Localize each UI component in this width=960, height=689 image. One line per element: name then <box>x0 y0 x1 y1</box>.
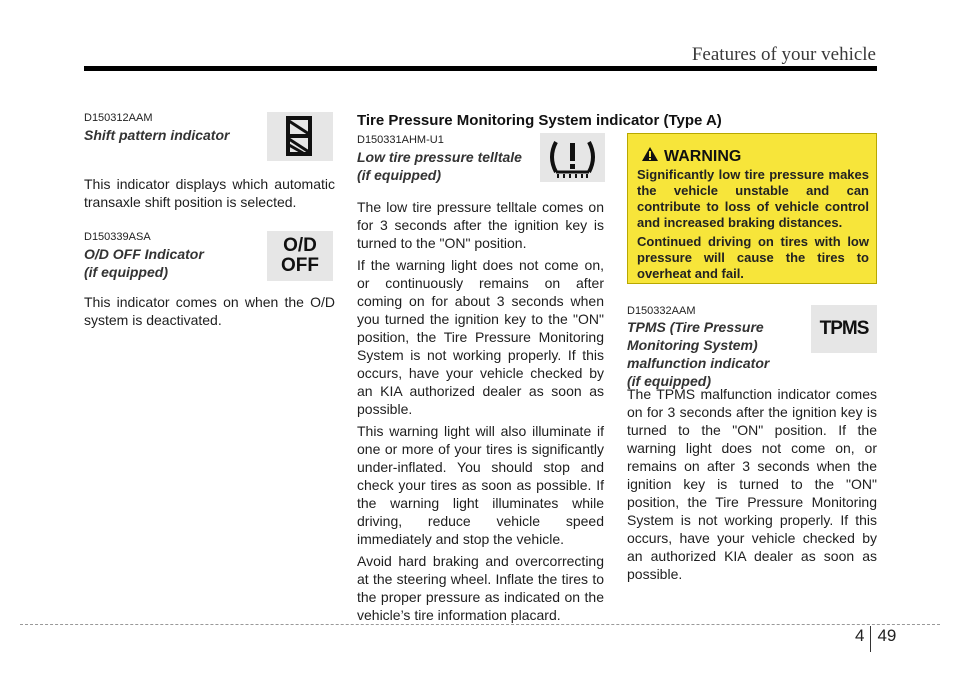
low-tire-paragraph-1: The low tire pressure telltale comes on for 3 seconds after the ignition key is turned to the "ON" position. <box>357 199 604 251</box>
warning-heading <box>642 147 741 166</box>
tpms-title-line4: (if equipped) <box>627 373 711 389</box>
low-tire-paragraph-3: This warning light will also illuminate if one or more of your tires is significantly under-inflated. You should stop and check your tires as soon as possible. If the warning light illuminates while driving, reduce vehicle speed immediately and stop the vehicle. <box>357 423 604 547</box>
tpms-icon: TPMS <box>811 305 877 353</box>
od-section-title <box>84 245 204 281</box>
page-number-separator <box>870 626 871 652</box>
shift-pattern-icon <box>267 112 333 161</box>
low-tire-title-line2: (if equipped) <box>357 167 441 183</box>
od-icon-line2: OFF <box>281 255 319 276</box>
od-section-code: D150339ASA <box>84 231 151 243</box>
warning-text <box>637 167 869 285</box>
page-number-value: 49 <box>877 626 897 645</box>
shift-section-title: Shift pattern indicator <box>84 127 230 143</box>
tpms-title-line3: malfunction indicator <box>627 355 770 371</box>
low-tire-body <box>357 198 604 628</box>
page-number <box>855 626 896 652</box>
warning-box <box>627 133 877 284</box>
od-section-body: This indicator comes on when the O/D system is deactivated. <box>84 294 335 328</box>
warning-heading-label: WARNING <box>664 147 742 165</box>
chapter-number: 4 <box>855 626 865 645</box>
low-tire-title <box>357 148 522 184</box>
tpms-title-line1: TPMS (Tire Pressure <box>627 319 764 335</box>
tpms-section-title: Tire Pressure Monitoring System indicator (Type A) <box>357 112 722 129</box>
low-tire-title-line1: Low tire pressure telltale <box>357 149 522 165</box>
low-tire-paragraph-4: Avoid hard braking and overcorrecting at the steering wheel. Inflate the tires to the proper pressure as indicated on the vehicle’s tire information placard. <box>357 553 604 623</box>
od-title-line2: (if equipped) <box>84 264 168 280</box>
footer-rule <box>20 624 940 625</box>
header-rule <box>84 66 877 71</box>
tpms-title-line2: Monitoring System) <box>627 337 758 353</box>
od-title-line1: O/D OFF Indicator <box>84 246 204 262</box>
shift-section-body: This indicator displays which automatic transaxle shift position is selected. <box>84 176 335 210</box>
od-off-icon <box>267 231 333 281</box>
warning-paragraph-2: Continued driving on tires with low pressure will cause the tires to overheat and fail. <box>637 234 869 281</box>
low-tire-code: D150331AHM-U1 <box>357 134 444 146</box>
tpms-malfunction-title <box>627 318 769 390</box>
tpms-malfunction-body: The TPMS malfunction indicator comes on for 3 seconds after the ignition key is turned to the "ON" position. If the warning light does not come on, or remains on after 3 seconds when the ignition key is turned to the "ON" position, the Tire Pressure Monitoring System is not working properly. If this occurs, have your vehicle checked by an authorized KIA dealer as soon as possible. <box>627 386 877 582</box>
shift-section-code: D150312AAM <box>84 112 153 124</box>
low-tire-pressure-icon <box>540 133 605 182</box>
page-header-title: Features of your vehicle <box>691 44 876 65</box>
low-tire-paragraph-2: If the warning light does not come on, or continuously remains on after coming on for about 3 seconds when you turned the ignition key to the "ON" position, the Tire Pressure Monitoring System is not working properly. If this occurs, have your vehicle checked by an KIA authorized dealer as soon as possible. <box>357 257 604 417</box>
tpms-malfunction-code: D150332AAM <box>627 305 696 317</box>
od-icon-line1: O/D <box>283 235 317 256</box>
warning-paragraph-1: Significantly low tire pressure makes the vehicle unstable and can contribute to loss of vehicle control and increased braking distances. <box>637 167 869 230</box>
warning-triangle-icon <box>642 147 658 166</box>
